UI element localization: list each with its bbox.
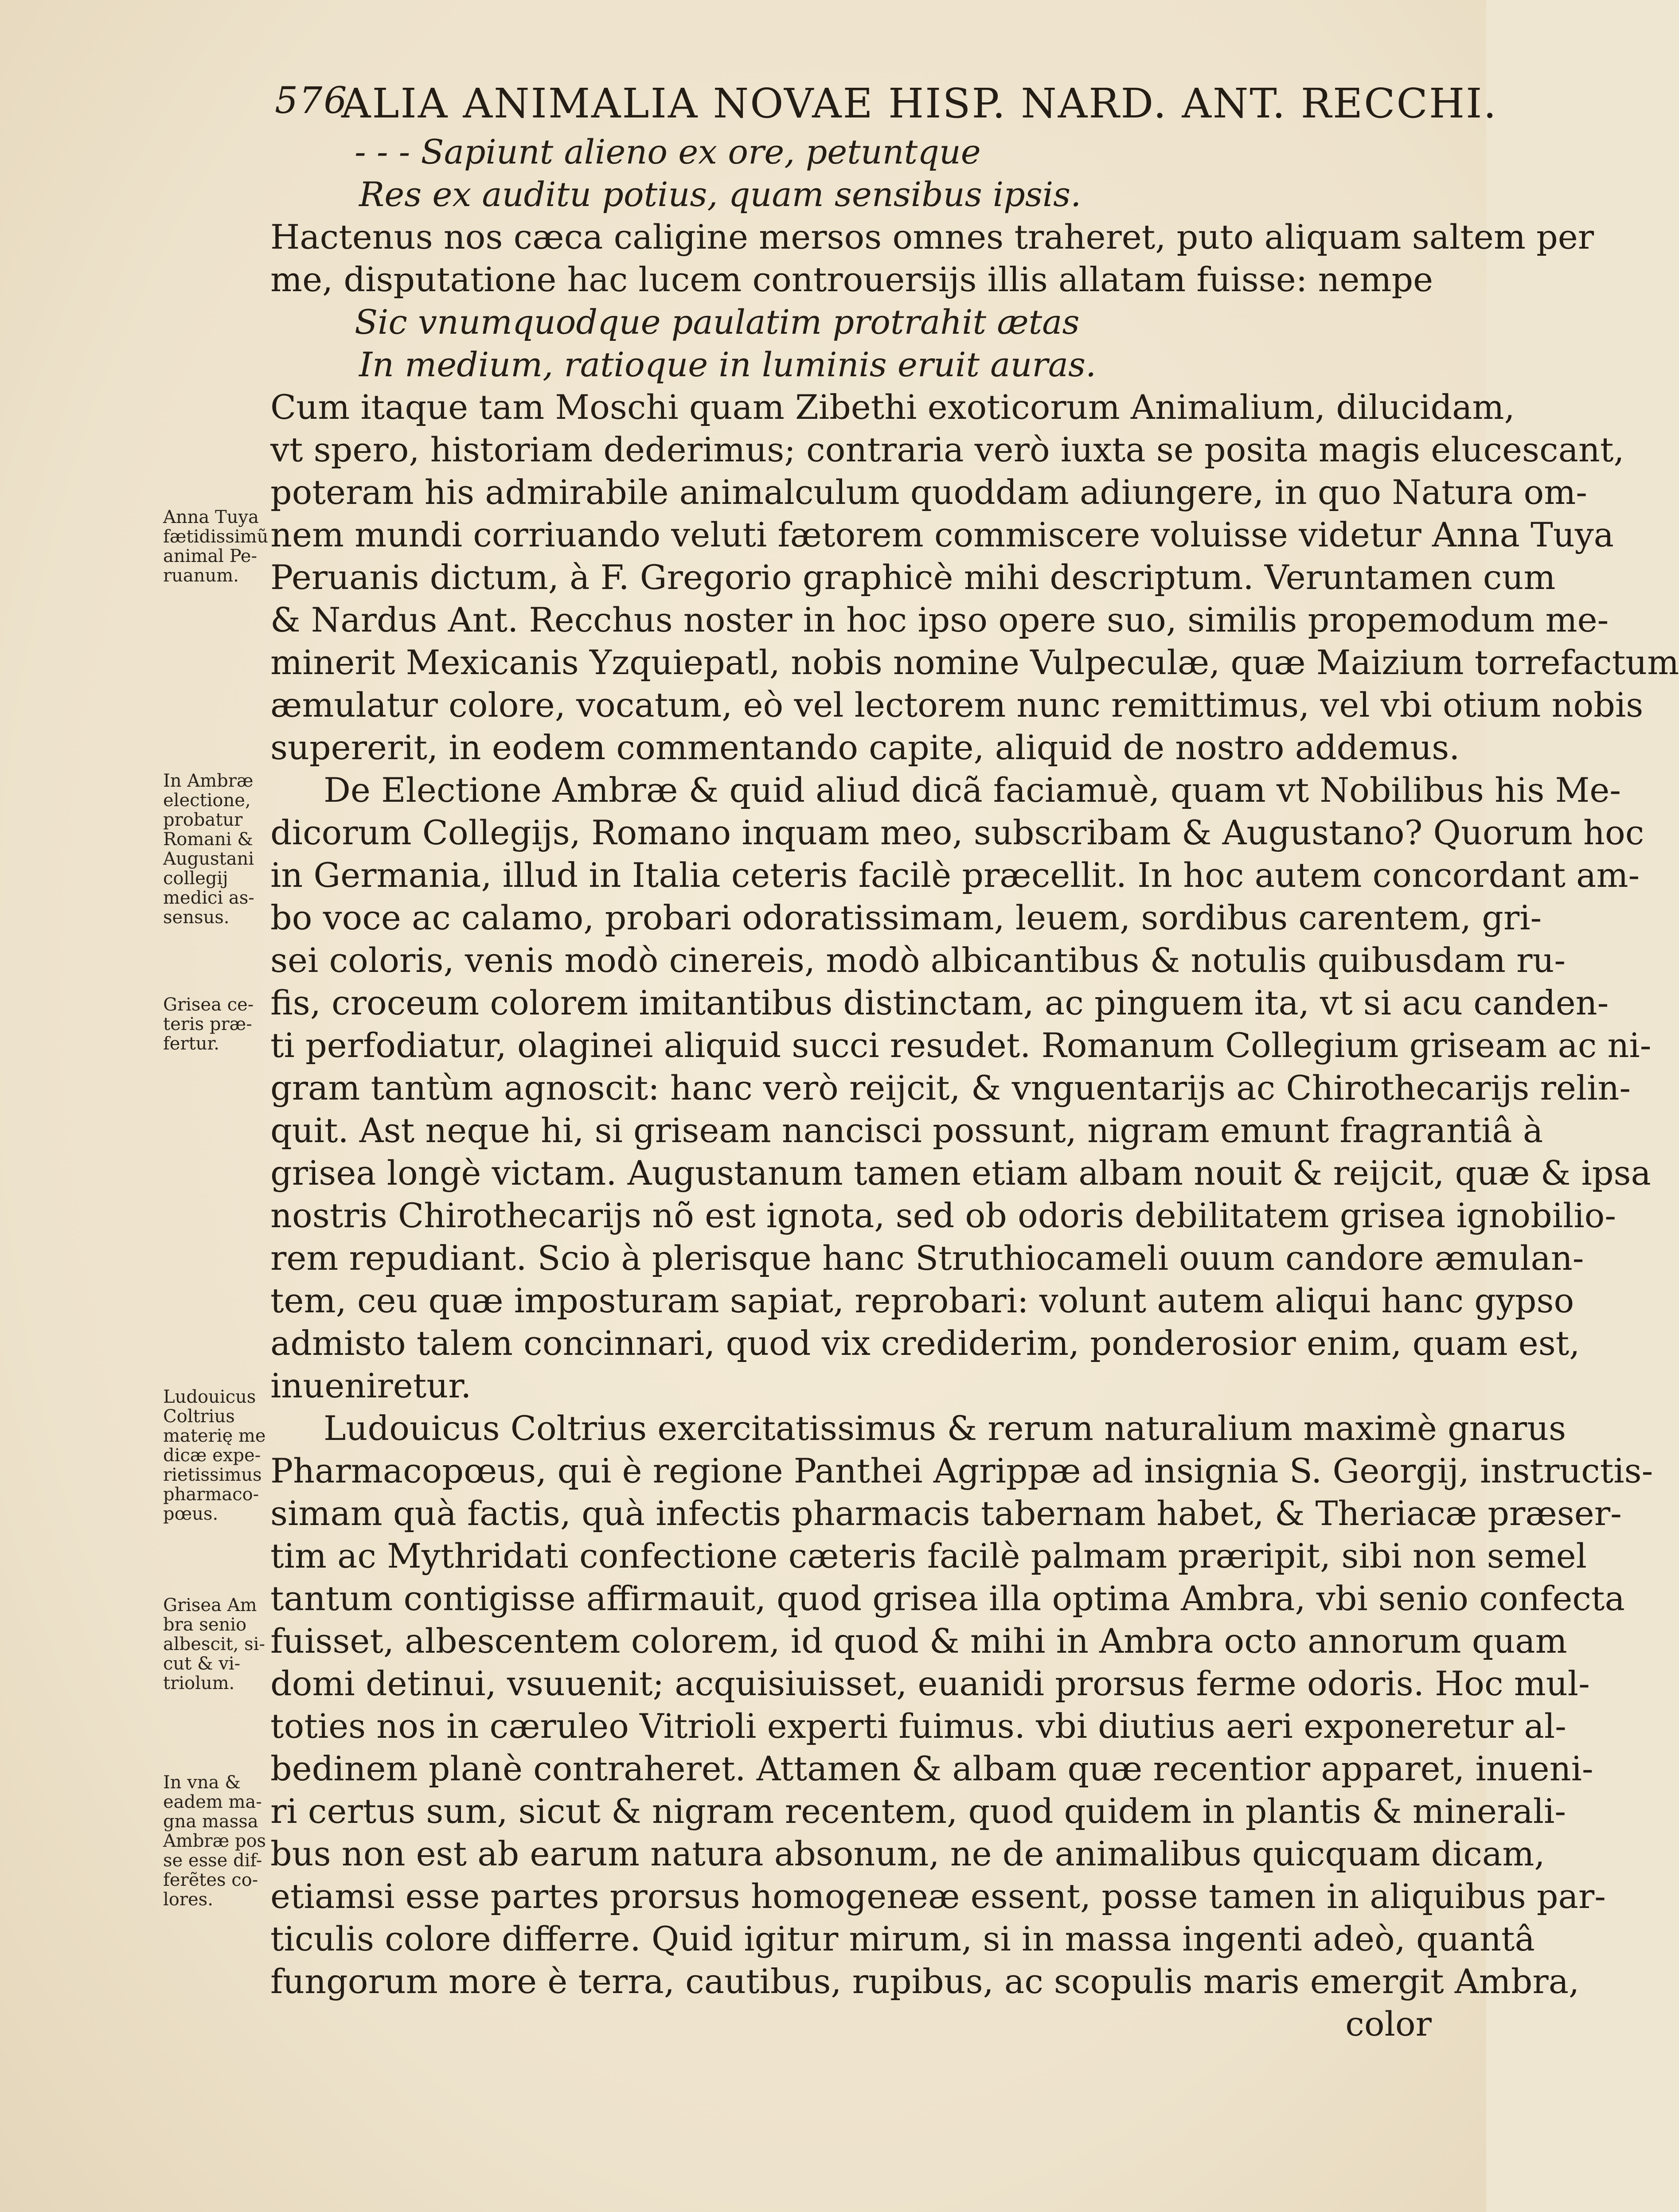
text-line: Cum itaque tam Moschi quam Zibethi exoticorum Animalium, dilucidam, xyxy=(270,387,1515,427)
text-line: dicorum Collegijs, Romano inquam meo, subscribam & Augustano? Quorum hoc xyxy=(270,813,1644,852)
text-line: ti perfodiatur, olaginei aliquid succi resudet. Romanum Collegium griseam ac ni- xyxy=(270,1026,1652,1065)
marginal-note-line: rietissimus xyxy=(163,1465,262,1485)
text-line: bus non est ab earum natura absonum, ne de animalibus quicquam dicam, xyxy=(270,1834,1545,1873)
text-line: rem repudiant. Scio à plerisque hanc Struthiocameli ouum candore æmulan- xyxy=(270,1238,1584,1278)
marginal-note-line: Ambræ pos xyxy=(163,1831,266,1851)
running-title: ALIA ANIMALIA NOVAE HISP. NARD. ANT. RECCHI. xyxy=(341,80,1498,127)
marginal-note-line: ferẽtes co- xyxy=(163,1870,258,1890)
marginal-note-massa xyxy=(163,1773,265,1909)
text-line: æmulatur colore, vocatum, eò vel lectorem nunc remittimus, vel vbi otium nobis xyxy=(270,685,1644,725)
marginal-note-line: ruanum. xyxy=(163,566,239,586)
text-line: admisto talem concinnari, quod vix crediderim, ponderosior enim, quam est, xyxy=(270,1323,1580,1363)
marginal-note-line: materię me xyxy=(163,1426,266,1446)
catchword: color xyxy=(1345,2004,1432,2044)
main-text xyxy=(270,131,1679,2045)
marginal-note-line: fætidissimũ xyxy=(163,527,269,547)
marginal-note-grisea-senio xyxy=(163,1596,265,1693)
marginal-note-line: pharmaco- xyxy=(163,1484,259,1505)
text-line: toties nos in cæruleo Vitrioli experti fuimus. vbi diutius aeri exponeretur al- xyxy=(270,1706,1566,1746)
marginal-note-line: triolum. xyxy=(163,1673,235,1693)
marginal-note-line: bra senio xyxy=(163,1615,247,1635)
marginal-note-anna-tuya xyxy=(163,507,269,586)
marginal-note-line: Romani & xyxy=(163,829,253,850)
verse-line: - - - Sapiunt alieno ex ore, petuntque xyxy=(355,132,981,172)
text-line: domi detinui, vsuuenit; acquisiuisset, euanidi prorsus ferme odoris. Hoc mul- xyxy=(270,1664,1590,1703)
marginal-note-line: albescit, si- xyxy=(163,1634,265,1654)
marginal-note-line: cut & vi- xyxy=(163,1654,241,1674)
text-line: gram tantùm agnoscit: hanc verò reijcit, & vnguentarijs ac Chirothecarijs relin- xyxy=(270,1068,1631,1108)
text-line: ri certus sum, sicut & nigram recentem, quod quidem in plantis & minerali- xyxy=(270,1791,1566,1831)
text-line: grisea longè victam. Augustanum tamen etiam albam nouit & reijcit, quæ & ipsa xyxy=(270,1153,1651,1193)
marginal-note-line: dicæ expe- xyxy=(163,1445,261,1466)
marginal-note-line: fertur. xyxy=(163,1034,219,1054)
text-line: inueniretur. xyxy=(270,1366,472,1405)
text-line: etiamsi esse partes prorsus homogeneæ essent, posse tamen in aliquibus par- xyxy=(270,1876,1606,1916)
marginal-note-line: gna massa xyxy=(163,1811,258,1832)
marginal-note-ambra-electione xyxy=(163,771,265,927)
text-line-content: Ludouicus Coltrius exercitatissimus & rerum naturalium maximè gnarus xyxy=(324,1408,1566,1448)
text-line: bedinem planè contraheret. Attamen & albam quæ recentior apparet, inueni- xyxy=(270,1749,1593,1788)
page-header xyxy=(275,71,1498,129)
text-line: Hactenus nos cæca caligine mersos omnes traheret, puto aliquam saltem per xyxy=(270,217,1594,257)
marginal-note-line: collegij xyxy=(163,868,228,889)
text-line: fis, croceum colorem imitantibus distinctam, ac pinguem ita, vt si acu canden- xyxy=(270,983,1609,1022)
text-line: tim ac Mythridati confectione cæteris facilè palmam præripit, sibi non semel xyxy=(270,1536,1587,1576)
text-line: in Germania, illud in Italia ceteris facilè præcellit. In hoc autem concordant am- xyxy=(270,855,1640,895)
marginal-note-line: In vna & xyxy=(163,1772,241,1793)
marginal-note-line: lores. xyxy=(163,1889,213,1910)
text-line: ticulis colore differre. Quid igitur mirum, si in massa ingenti adeò, quantâ xyxy=(270,1919,1535,1958)
text-line: simam quà factis, quà infectis pharmacis tabernam habet, & Theriacæ præser- xyxy=(270,1494,1622,1533)
verse-line: Res ex auditu potius, quam sensibus ipsis. xyxy=(359,175,1082,214)
text-line: poteram his admirabile animalculum quoddam adiungere, in quo Natura om- xyxy=(270,472,1587,512)
text-line: sei coloris, venis modò cinereis, modò albicantibus & notulis quibusdam ru- xyxy=(270,940,1566,980)
verse-line: Sic vnumquodque paulatim protrahit ætas xyxy=(355,302,1080,342)
marginal-note-line: Grisea Am xyxy=(163,1595,257,1615)
text-line: tem, ceu quæ imposturam sapiat, reprobari: volunt autem aliqui hanc gypso xyxy=(270,1281,1574,1320)
text-line: Pharmacopœus, qui è regione Panthei Agrippæ ad insignia S. Georgij, instructis- xyxy=(270,1451,1653,1490)
text-line: fuisset, albescentem colorem, id quod & mihi in Ambra octo annorum quam xyxy=(270,1621,1567,1661)
marginal-note-line: Coltrius xyxy=(163,1406,235,1427)
page-number: 576 xyxy=(275,80,348,122)
marginal-note-line: se esse dif- xyxy=(163,1850,262,1871)
marginal-note-grisea xyxy=(163,995,265,1053)
marginal-note-line: Grisea ce- xyxy=(163,995,254,1015)
text-line xyxy=(270,769,1621,811)
text-line: minerit Mexicanis Yzquiepatl, nobis nomine Vulpeculæ, quæ Maizium torrefactum xyxy=(270,643,1679,682)
marginal-note-line: electione, xyxy=(163,790,251,811)
verse-line: In medium, ratioque in luminis eruit auras. xyxy=(359,345,1097,384)
marginal-note-line: Augustani xyxy=(163,849,254,869)
marginal-note-line: eadem ma- xyxy=(163,1792,262,1812)
text-line: nem mundi corriuando veluti fætorem commiscere voluisse videtur Anna Tuya xyxy=(270,515,1614,554)
text-line: tantum contigisse affirmauit, quod grisea illa optima Ambra, vbi senio confecta xyxy=(270,1579,1625,1618)
text-line: quit. Ast neque hi, si griseam nancisci possunt, nigram emunt fragrantiâ à xyxy=(270,1111,1543,1150)
text-line: supererit, in eodem commentando capite, aliquid de nostro addemus. xyxy=(270,728,1460,767)
text-line-content: De Electione Ambræ & quid aliud dicã faciamuè, quam vt Nobilibus his Me- xyxy=(324,770,1621,810)
marginal-note-line: sensus. xyxy=(163,907,230,928)
text-line xyxy=(270,1407,1566,1450)
text-line: vt spero, historiam dederimus; contraria verò iuxta se posita magis elucescant, xyxy=(270,430,1624,469)
text-line: Peruanis dictum, à F. Gregorio graphicè mihi descriptum. Veruntamen cum xyxy=(270,558,1556,597)
marginal-note-ludouicus xyxy=(163,1387,265,1524)
marginal-note-line: Anna Tuya xyxy=(163,507,259,527)
marginal-note-line: Ludouicus xyxy=(163,1387,256,1407)
marginal-note-line: medici as- xyxy=(163,888,254,908)
text-line: me, disputatione hac lucem controuersijs illis allatam fuisse: nempe xyxy=(270,260,1433,299)
text-line: bo voce ac calamo, probari odoratissimam, leuem, sordibus carentem, gri- xyxy=(270,898,1542,937)
marginal-note-line: animal Pe- xyxy=(163,546,257,566)
text-line: nostris Chirothecarijs nõ est ignota, sed ob odoris debilitatem grisea ignobilio- xyxy=(270,1196,1617,1235)
marginal-note-line: In Ambræ xyxy=(163,771,254,791)
marginal-note-line: teris præ- xyxy=(163,1014,252,1034)
marginal-note-line: probatur xyxy=(163,810,243,830)
marginal-note-line: pœus. xyxy=(163,1504,219,1524)
text-line: fungorum more è terra, cautibus, rupibus, ac scopulis maris emergit Ambra, xyxy=(270,1962,1580,2001)
text-line: & Nardus Ant. Recchus noster in hoc ipso opere suo, similis propemodum me- xyxy=(270,600,1609,640)
